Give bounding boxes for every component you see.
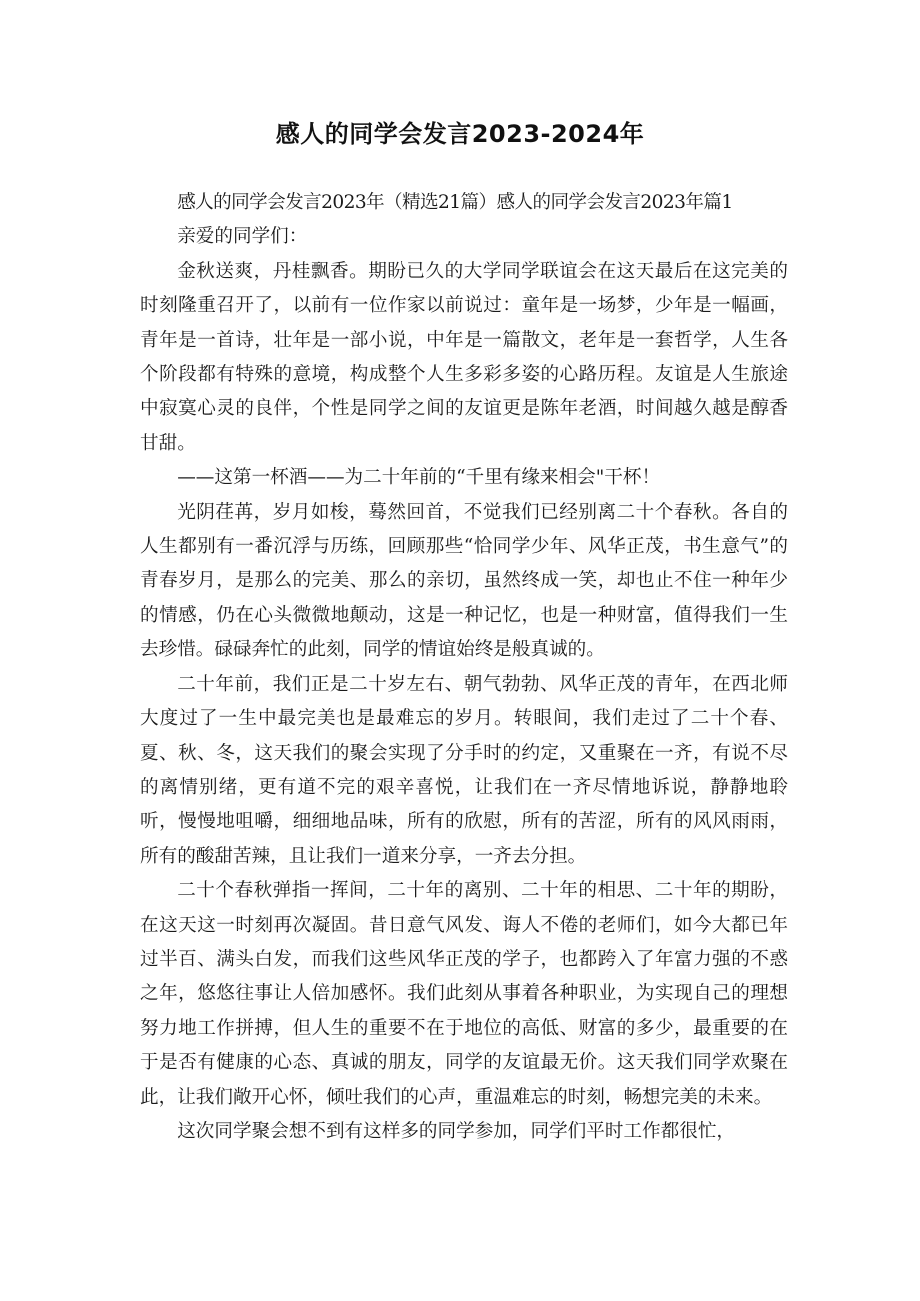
document-title: 感人的同学会发言2023-2024年 xyxy=(275,120,645,148)
paragraph: 二十个春秋弹指一挥间，二十年的离别、二十年的相思、二十年的期盼，在这天这一时刻再次凝固。昔日意气风发、诲人不倦的老师们，如今大都已年过半百、满头白发，而我们这些风华正茂的学子，也都跨入了年富力强的不惑之年，悠悠往事让人倍加感怀。我们此刻从事着各种职业，为实现自己的理想努力地工作拼搏，但人生的重要不在于地位的高低、财富的多少，最重要的在于是否有健康的心态、真诚的朋友，同学的友谊最无价。这天我们同学欢聚在此，让我们敞开心怀，倾吐我们的心声，重温难忘的时刻，畅想完美的未来。 xyxy=(140,880,788,1108)
paragraph-intro: 感人的同学会发言2023年（精选21篇）感人的同学会发言2023年篇1 xyxy=(177,192,733,213)
paragraph: 金秋送爽，丹桂飘香。期盼已久的大学同学联谊会在这天最后在这完美的时刻隆重召开了，以前有一位作家以前说过：童年是一场梦，少年是一幅画，青年是一首诗，壮年是一部小说，中年是一篇散文，老年是一套哲学，人生各个阶段都有特殊的意境，构成整个人生多彩多姿的心路历程。友谊是人生旅途中寂寞心灵的良伴，个性是同学之间的友谊更是陈年老酒，时间越久越是醇香甘甜。 xyxy=(140,260,788,454)
paragraph: 这次同学聚会想不到有这样多的同学参加，同学们平时工作都很忙， xyxy=(177,1120,736,1142)
paragraph: 二十年前，我们正是二十岁左右、朝气勃勃、风华正茂的青年，在西北师大度过了一生中最完美也是最难忘的岁月。转眼间，我们走过了二十个春、夏、秋、冬，这天我们的聚会实现了分手时的约定，又重聚在一齐，有说不尽的离情别绪，更有道不完的艰辛喜悦，让我们在一齐尽情地诉说，静静地聆听，慢慢地咀嚼，细细地品味，所有的欣慰，所有的苦涩，所有的风风雨雨，所有的酸甜苦辣，且让我们一道来分享，一齐去分担。 xyxy=(140,673,788,867)
document-body xyxy=(140,186,788,1149)
paragraph: 光阴荏苒，岁月如梭，蓦然回首，不觉我们已经别离二十个春秋。各自的人生都别有一番沉浮与历练，回顾那些“恰同学少年、风华正茂，书生意气”的青春岁月，是那么的完美、那么的亲切，虽然终成一笑，却也止不住一种年少的情感，仍在心头微微地颠动，这是一种记忆，也是一种财富，值得我们一生去珍惜。碌碌奔忙的此刻，同学的情谊始终是般真诚的。 xyxy=(140,501,788,661)
paragraph-toast: ——这第一杯酒——为二十年前的“千里有缘来相会"干杯！ xyxy=(177,467,661,489)
paragraph-salutation: 亲爱的同学们： xyxy=(177,226,308,248)
